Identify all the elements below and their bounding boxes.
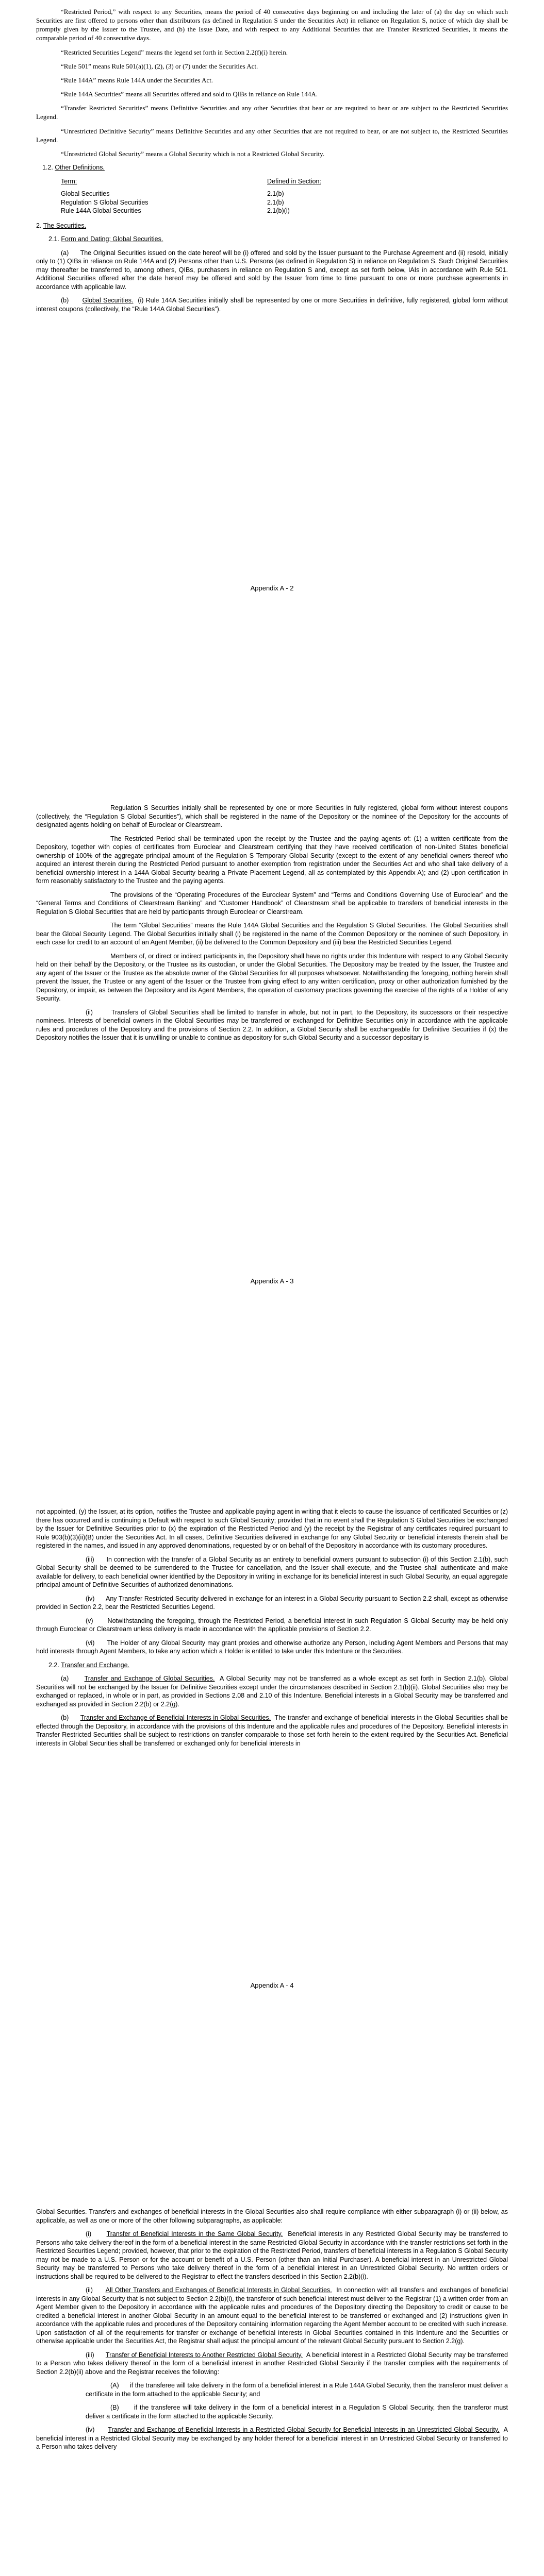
paragraph-text: The transfer and exchange of beneficial interests in the Global Securities shall be effected through the Depository, in accordance with the provisions of this Indenture and the applicable rules and procedures of the Depository. Beneficial interests in Transfer Restricted Securities shall be subject to restrictions on transfer comparable to those set forth herein to the extent required by the Securities Act. Beneficial interests in Global Securities shall be transferred or exchanged only for beneficial interests in	[36, 1714, 508, 1747]
term-cell: Global Securities	[61, 190, 110, 198]
section-1-2-heading	[42, 163, 508, 172]
def-unrestricted-global-security: “Unrestricted Global Security” means a Global Security which is not a Restricted Global Security.	[61, 149, 325, 158]
paragraph-text: The Holder of any Global Security may grant proxies and otherwise authorize any Person, including Agent Members and Persons that may hold interests through Agent Members, to take any action which a Holder is entitled to take under this Indenture or the Securities.	[36, 1639, 508, 1655]
def-restricted-securities-legend: “Restricted Securities Legend” means the legend set forth in Section 2.2(f)(i) herein.	[61, 48, 288, 56]
section-2-2-heading	[48, 1661, 508, 1670]
section-2-heading	[36, 222, 508, 230]
section-cell: 2.1(b)	[267, 198, 284, 206]
paragraph-ii	[36, 2286, 508, 2346]
paragraph-label: (ii)	[86, 2286, 93, 2294]
paragraph-ii	[36, 1008, 508, 1042]
continuation-paragraph: Global Securities. Transfers and exchanges of beneficial interests in the Global Securities also shall require compliance with either subparagraph (i) or (ii) below, as applicable, as well as one or more of the other following subparagraphs, as applicable:	[36, 2208, 508, 2224]
paragraph-label: (ii)	[86, 1008, 93, 1016]
paragraph-label: (A)	[110, 2382, 119, 2389]
paragraph-label: (a)	[61, 1675, 69, 1682]
page-1	[0, 0, 544, 703]
paragraph-title: Transfer and Exchange of Beneficial Interests in Global Securities.	[80, 1714, 271, 1721]
paragraph-title: Transfer of Beneficial Interests in the Same Global Security.	[106, 2230, 283, 2238]
page-footer: Appendix A - 2	[250, 584, 294, 592]
global-securities-paragraph: The term “Global Securities” means the Rule 144A Global Securities and the Regulation S Global Securities. The Global Securities shall bear the Global Security Legend. The Global Securities initially shall (i) be registered in the name of the Common Depository or the nominee of such Depository, in each case for credit to an account of an Agent Member, (ii) be delivered to the Common Depository and (iii) bear the Restricted Securities Legend.	[36, 922, 508, 946]
def-rule-501: “Rule 501” means Rule 501(a)(1), (2), (3) or (7) under the Securities Act.	[61, 62, 258, 70]
def-transfer-restricted-securities: “Transfer Restricted Securities” means Definitive Securities and any other Securities that bear or are required to bear or are subject to the Restricted Securities Legend.	[36, 104, 508, 121]
euroclear-paragraph: The provisions of the “Operating Procedures of the Euroclear System” and “Terms and Conditions Governing Use of Euroclear” and the “General Terms and Conditions of Clearstream Banking” and “Customer Handbook” of Clearstream shall be applicable to transfers of beneficial interests in the Regulation S Global Securities that are held by participants through Euroclear or Clearstream.	[36, 891, 508, 916]
paragraph-text: Any Transfer Restricted Security delivered in exchange for an interest in a Global Security pursuant to Section 2.2 shall, except as otherwise provided in Section 2.2, bear the Restricted Securities Legend.	[36, 1595, 508, 1611]
table-row	[61, 190, 432, 198]
paragraph-iii	[36, 2351, 508, 2377]
definitions-table-header	[61, 177, 432, 190]
regulation-s-paragraph: Regulation S Securities initially shall be represented by one or more Securities in fully registered, global form without interest coupons (collectively, the “Regulation S Global Securities”), which shall be registered in the name of the Depository or the nominee of the Depository for the accounts of designated agents holding on behalf of Euroclear or Clearstream.	[36, 804, 508, 828]
paragraph-i	[36, 2230, 508, 2281]
paragraph-text: (i) Rule 144A Securities initially shall be represented by one or more Securities in definitive, fully registered, global form without interest coupons (collectively, the “Rule 144A Global Securities”).	[36, 297, 508, 313]
paragraph-iv	[36, 2426, 508, 2451]
section-column-header: Defined in Section:	[267, 177, 321, 185]
page-2	[0, 703, 544, 1406]
page-footer: Appendix A - 3	[250, 1277, 294, 1285]
paragraph-iii	[36, 1555, 508, 1589]
paragraph-title: Global Securities.	[82, 297, 134, 304]
section-number: 2.2.	[48, 1661, 59, 1669]
section-number: 2.	[36, 222, 42, 229]
paragraph-text: Beneficial interests in any Restricted Global Security may be transferred to Persons who take delivery thereof in the form of a beneficial interest in the same Restricted Global Security in accordance with the transfer restrictions set forth in the Restricted Securities Legend; provided, however, that prior to the expiration of the Restricted Period, transfers of beneficial interests in a Regulation S Global Security may not be made to a U.S. Person or for the account or benefit of a U.S. Person (other than an Initial Purchaser). A beneficial interest in an Unrestricted Global Security may be transferred to Persons who take delivery thereof in the form of a beneficial interest in an Unrestricted Global Security. No written orders or instructions shall be required to be delivered to the Registrar to effect the transfers described in this Section 2.2(b)(i).	[36, 2230, 508, 2280]
paragraph-label: (b)	[61, 1714, 69, 1721]
section-number: 1.2.	[42, 164, 53, 172]
def-restricted-period: “Restricted Period,” with respect to any Securities, means the period of 40 consecutive days beginning on and including the later of (a) the day on which such Securities are first offered to persons other than distributors (as defined in Regulation S under the Securities Act) in reliance on Regulation S, notice of which day shall be promptly given by the Issuer to the Trustee, and (b) the Issue Date, and with respect to any Additional Securities that are Transfer Restricted Securities, it means the comparable period of 40 consecutive days.	[36, 8, 508, 42]
paragraph-label: (i)	[86, 2230, 92, 2238]
paragraph-text: if the transferee will take delivery in the form of a beneficial interest in a Rule 144A Global Security, then the transferor must deliver a certificate in the form attached to the applicable Security; and	[86, 2382, 508, 2398]
paragraph-title: Transfer and Exchange of Global Securities.	[84, 1675, 215, 1682]
paragraph-label: (iv)	[86, 2426, 95, 2433]
section-title: Form and Dating; Global Securities.	[61, 235, 163, 243]
section-2-1-heading	[48, 235, 508, 244]
paragraph-title: Transfer and Exchange of Beneficial Interests in a Restricted Global Security for Beneficial Interests in an Unrestricted Global Security.	[108, 2426, 500, 2433]
paragraph-text: Notwithstanding the foregoing, through the Restricted Period, a beneficial interest in such Regulation S Global Security may be held only through Euroclear or Clearstream unless delivery is made in accordance with the applicable provisions of Section 2.2.	[36, 1617, 508, 1633]
paragraph-text: The Original Securities issued on the date hereof will be (i) offered and sold by the Issuer pursuant to the Purchase Agreement and (ii) resold, initially only to (1) QIBs in reliance on Rule 144A and (2) Persons other than U.S. Persons (as defined in Regulation S) in reliance on Regulation S. Such Original Securities may thereafter be transferred to, among others, QIBs, purchasers in reliance on Regulation S and, except as set forth below, IAIs in accordance with Rule 501. Additional Securities offered after the date hereof may be offered and sold by the Issuer from time to time pursuant to one or more purchase agreements in accordance with applicable law.	[36, 249, 508, 291]
paragraph-v	[36, 1617, 508, 1634]
paragraph-label: (iii)	[86, 2351, 94, 2359]
continuation-paragraph: not appointed, (y) the Issuer, at its option, notifies the Trustee and applicable paying agent in writing that it elects to cause the issuance of certificated Securities or (z) there has occurred and is continuing a Default with respect to such Global Security; provided that in no event shall the Regulation S Global Securities be exchanged by the Issuer for Definitive Securities prior to (x) the expiration of the Restricted Period and (y) the receipt by the Registrar of any certificates required pursuant to Rule 903(b)(3)(ii)(B) under the Securities Act. In all cases, Definitive Securities delivered in exchange for any Global Security or beneficial interests therein shall be registered in the names, and issued in any approved denominations, requested by or on behalf of the Depository in accordance with its customary procedures.	[36, 1508, 508, 1549]
paragraph-title: Transfer of Beneficial Interests to Another Restricted Global Security.	[105, 2351, 303, 2359]
paragraph-text: Transfers of Global Securities shall be limited to transfer in whole, but not in part, to the Depository, its successors or their respective nominees. Interests of beneficial owners in the Global Securities may be transferred or exchanged for Definitive Securities only in accordance with the applicable rules and procedures of the Depository and the provisions of Section 2.2. In addition, a Global Security shall be exchangeable for Definitive Securities if (x) the Depository notifies the Issuer that it is unwilling or unable to continue as depository for such Global Security and a successor depositary is	[36, 1008, 508, 1041]
paragraph-text: In connection with the transfer of a Global Security as an entirety to beneficial owners pursuant to subsection (i) of this Section 2.1(b), such Global Security shall be deemed to be surrendered to the Trustee for cancellation, and the Issuer shall execute, and the Trustee shall authenticate and make available for delivery, to each beneficial owner identified by the Depository in writing in exchange for its beneficial interest in such Global Security, an equal aggregate principal amount of Definitive Securities of authorized denominations.	[36, 1555, 508, 1588]
page-footer: Appendix A - 4	[250, 1981, 294, 1989]
section-title: Transfer and Exchange.	[61, 1661, 130, 1669]
paragraph-a	[36, 1674, 508, 1708]
table-row	[61, 198, 432, 207]
def-rule-144a: “Rule 144A” means Rule 144A under the Securities Act.	[61, 76, 213, 84]
paragraph-label: (b)	[61, 297, 69, 304]
section-cell: 2.1(b)(i)	[267, 207, 290, 215]
paragraph-label: (v)	[86, 1617, 93, 1624]
definitions-table	[61, 177, 432, 215]
table-row	[61, 207, 432, 215]
paragraph-text: if the transferee will take delivery in the form of a beneficial interest in a Regulation S Global Security, then the transferor must deliver a certificate in the form attached to the applicable Security.	[86, 2404, 508, 2420]
paragraph-b	[36, 296, 508, 313]
paragraph-label: (iv)	[86, 1595, 95, 1602]
paragraph-A	[86, 2381, 508, 2398]
def-rule-144a-securities: “Rule 144A Securities” means all Securities offered and sold to QIBs in reliance on Rule 144A.	[61, 90, 318, 98]
paragraph-label: (vi)	[86, 1639, 95, 1647]
paragraph-vi	[36, 1639, 508, 1656]
paragraph-b	[36, 1714, 508, 1748]
paragraph-title: All Other Transfers and Exchanges of Beneficial Interests in Global Securities.	[105, 2286, 332, 2294]
page-3	[0, 1406, 544, 2110]
term-cell: Rule 144A Global Securities	[61, 207, 141, 215]
page-4	[0, 2110, 544, 2576]
def-unrestricted-definitive-security: “Unrestricted Definitive Security” means Definitive Securities and any other Securities that are not required to bear, or are not subject to, the Restricted Securities Legend.	[36, 127, 508, 144]
restricted-period-paragraph: The Restricted Period shall be terminated upon the receipt by the Trustee and the paying agents of: (1) a written certificate from the Depository, together with copies of certificates from Euroclear and Clearstream certifying that they have received certification of non-United States beneficial ownership of 100% of the aggregate principal amount of the Regulation S Temporary Global Security (except to the extent of any beneficial owners thereof who acquired an interest therein during the Restricted Period pursuant to another exemption from registration under the Securities Act and who shall take delivery of a beneficial ownership interest in a 144A Global Security bearing a Private Placement Legend, all as contemplated by this Appendix A); and (2) upon certification in form reasonably satisfactory to the Trustee and the paying agents.	[36, 835, 508, 885]
paragraph-text: A beneficial interest in a Restricted Global Security may be transferred to a Person who takes delivery thereof in the form of a beneficial interest in another Restricted Global Security if the transfer complies with the requirements of Section 2.2(b)(ii) above and the Registrar receives the following:	[36, 2351, 508, 2376]
paragraph-text: A beneficial interest in a Restricted Global Security may be exchanged by any holder thereof for a beneficial interest in an Unrestricted Global Security or transferred to a Person who takes delivery	[36, 2426, 508, 2450]
paragraph-label: (iii)	[86, 1555, 94, 1563]
paragraph-text: In connection with all transfers and exchanges of beneficial interests in any Global Security that is not subject to Section 2.2(b)(i), the transferor of such beneficial interest must deliver to the Registrar (1) a written order from an Agent Member given to the Depository in accordance with the applicable rules and procedures of the Depository directing the Depository to credit or cause to be credited a beneficial interest in another Global Security in an amount equal to the beneficial interest to be transferred or exchanged and (2) instructions given in accordance with the applicable rules and procedures of the Depository containing information regarding the Agent Member account to be credited with such increase. Upon satisfaction of all of the requirements for transfer or exchange of beneficial interests in Global Securities contained in this Indenture and the Securities or otherwise applicable under the Securities Act, the Registrar shall adjust the principal amount of the relevant Global Security pursuant to Section 2.2(g).	[36, 2286, 508, 2345]
paragraph-a	[36, 249, 508, 292]
term-column-header: Term:	[61, 177, 77, 185]
section-number: 2.1.	[48, 235, 59, 243]
paragraph-iv	[36, 1595, 508, 1612]
paragraph-text: A Global Security may not be transferred as a whole except as set forth in Section 2.1(b). Global Securities will not be exchanged by the Issuer for Definitive Securities except under the circumstances described in Section 2.1(b)(ii). Global Securities also may be exchanged or replaced, in whole or in part, as provided in Sections 2.08 and 2.10 of this Indenture. Beneficial interests in a Global Security may be transferred and exchanged as provided in Section 2.2(b) or 2.2(g).	[36, 1675, 508, 1708]
members-paragraph: Members of, or direct or indirect participants in, the Depository shall have no rights under this Indenture with respect to any Global Security held on their behalf by the Depository, or the Trustee as its custodian, or under the Global Securities. The Depository may be treated by the Issuer, the Trustee and any agent of the Issuer or the Trustee as the absolute owner of the Global Securities for all purposes whatsoever. Notwithstanding the foregoing, nothing herein shall prevent the Issuer, the Trustee or any agent of the Issuer or the Trustee from giving effect to any written certification, proxy or other authorization furnished by the Depository, or impair, as between the Depository and its Agent Members, the operation of customary practices governing the exercise of the rights of a Holder of any Security.	[36, 952, 508, 1002]
paragraph-label: (B)	[110, 2404, 119, 2411]
section-cell: 2.1(b)	[267, 190, 284, 198]
paragraph-label: (a)	[61, 249, 69, 257]
section-title: The Securities.	[43, 222, 87, 229]
term-cell: Regulation S Global Securities	[61, 198, 149, 206]
section-title: Other Definitions.	[55, 164, 105, 172]
paragraph-B	[86, 2403, 508, 2420]
